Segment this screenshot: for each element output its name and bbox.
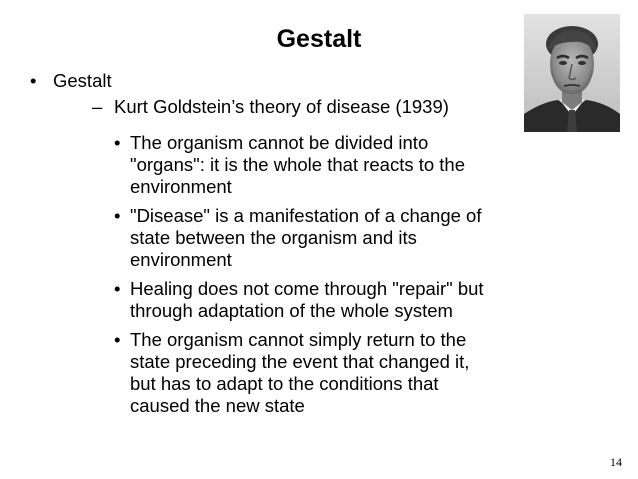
- slide-title: Gestalt: [276, 25, 362, 53]
- page-number: 14: [610, 455, 622, 469]
- level1-bullet: •: [30, 70, 37, 91]
- level1-text: Gestalt: [53, 70, 112, 91]
- level2-dash: –: [92, 96, 103, 117]
- point-2-line-3: environment: [130, 249, 232, 270]
- point-4-bullet: •: [114, 329, 121, 350]
- point-1-line-2: "organs": it is the whole that reacts to the: [130, 154, 466, 175]
- point-4-line-3: but has to adapt to the conditions that: [130, 373, 439, 394]
- point-4-line-4: caused the new state: [130, 395, 305, 416]
- point-2-line-2: state between the organism and its: [130, 227, 417, 248]
- point-2-bullet: •: [114, 205, 121, 226]
- point-1-line-1: The organism cannot be divided into: [130, 132, 429, 153]
- portrait-image: [524, 14, 620, 132]
- point-3-bullet: •: [114, 278, 121, 299]
- point-3-line-2: through adaptation of the whole system: [130, 300, 453, 321]
- level2-text: Kurt Goldstein’s theory of disease (1939): [114, 96, 449, 117]
- point-1-bullet: •: [114, 132, 121, 153]
- point-4-line-2: state preceding the event that changed it,: [130, 351, 470, 372]
- point-1-line-3: environment: [130, 176, 232, 197]
- point-4-line-1: The organism cannot simply return to the: [130, 329, 467, 350]
- point-3-line-1: Healing does not come through "repair" but: [130, 278, 484, 299]
- portrait-photo: [524, 14, 620, 132]
- point-2-line-1: "Disease" is a manifestation of a change of: [130, 205, 482, 226]
